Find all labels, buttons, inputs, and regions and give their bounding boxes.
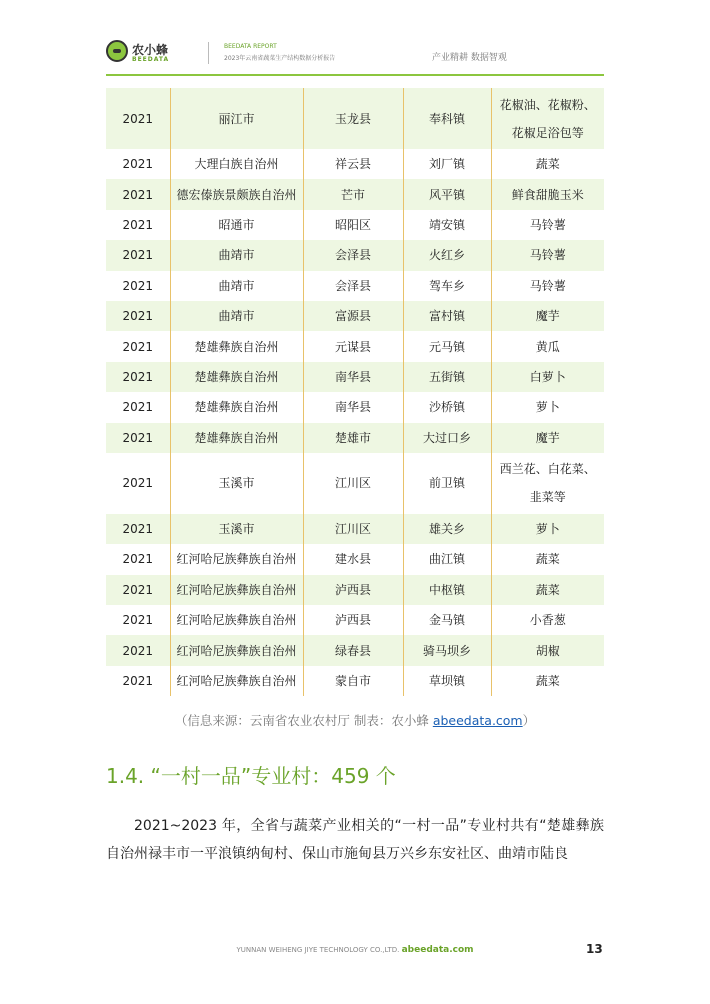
product-line: 西兰花、白花菜、 — [499, 462, 596, 477]
city-cell: 红河哈尼族彝族自治州 — [170, 575, 303, 605]
year-cell: 2021 — [106, 271, 170, 301]
town-cell: 风平镇 — [403, 179, 491, 209]
city-cell: 楚雄彝族自治州 — [170, 362, 303, 392]
town-cell: 曲江镇 — [403, 544, 491, 574]
year-cell: 2021 — [106, 605, 170, 635]
table-row — [106, 575, 604, 605]
town-cell: 大过口乡 — [403, 423, 491, 453]
city-cell: 曲靖市 — [170, 240, 303, 270]
footer-company: YUNNAN WEIHENG JIYE TECHNOLOGY CO.,LTD. — [236, 946, 400, 954]
county-cell: 蒙自市 — [303, 666, 403, 696]
product-cell — [491, 301, 604, 331]
header-divider — [208, 42, 209, 64]
year-cell: 2021 — [106, 240, 170, 270]
year-cell: 2021 — [106, 544, 170, 574]
city-cell: 丽江市 — [170, 88, 303, 149]
town-cell: 刘厂镇 — [403, 149, 491, 179]
product-line: 蔬菜 — [535, 582, 560, 597]
year-cell: 2021 — [106, 331, 170, 361]
town-cell: 草坝镇 — [403, 666, 491, 696]
product-line: 白萝卜 — [529, 369, 566, 384]
county-cell: 元谋县 — [303, 331, 403, 361]
table-row — [106, 331, 604, 361]
product-line: 花椒油、花椒粉、 — [499, 97, 596, 112]
county-cell: 会泽县 — [303, 240, 403, 270]
county-cell: 建水县 — [303, 544, 403, 574]
town-cell: 中枢镇 — [403, 575, 491, 605]
product-cell — [491, 635, 604, 665]
year-cell: 2021 — [106, 301, 170, 331]
product-line: 蔬菜 — [535, 552, 560, 567]
town-cell: 富村镇 — [403, 301, 491, 331]
report-title: 2023年云南省蔬菜生产结构数据分析报告 — [224, 55, 336, 62]
brand-logo — [106, 40, 176, 70]
city-cell: 玉溪市 — [170, 514, 303, 544]
product-cell — [491, 605, 604, 635]
product-line: 韭菜等 — [529, 490, 566, 505]
town-cell: 元马镇 — [403, 331, 491, 361]
product-cell — [491, 544, 604, 574]
year-cell: 2021 — [106, 88, 170, 149]
table-row — [106, 666, 604, 696]
product-line: 马铃薯 — [529, 248, 566, 263]
county-cell: 昭阳区 — [303, 210, 403, 240]
county-cell: 泸西县 — [303, 605, 403, 635]
product-cell — [491, 331, 604, 361]
table-row — [106, 179, 604, 209]
town-cell: 前卫镇 — [403, 453, 491, 514]
product-line: 鲜食甜脆玉米 — [511, 187, 584, 202]
product-cell — [491, 666, 604, 696]
product-cell — [491, 423, 604, 453]
logo-subtitle: BEEDATA — [132, 56, 170, 63]
table-row — [106, 88, 604, 149]
table-row — [106, 149, 604, 179]
product-cell — [491, 88, 604, 149]
source-close: ） — [522, 713, 536, 728]
product-cell — [491, 271, 604, 301]
year-cell: 2021 — [106, 453, 170, 514]
year-cell: 2021 — [106, 423, 170, 453]
report-label-en: BEEDATA REPORT — [224, 43, 277, 50]
table-row — [106, 605, 604, 635]
table-row — [106, 544, 604, 574]
city-cell: 德宏傣族景颇族自治州 — [170, 179, 303, 209]
table-row — [106, 392, 604, 422]
product-line: 马铃薯 — [529, 217, 566, 232]
county-cell: 芒市 — [303, 179, 403, 209]
city-cell: 曲靖市 — [170, 301, 303, 331]
product-line: 小香葱 — [529, 613, 566, 628]
product-cell — [491, 514, 604, 544]
table-row — [106, 635, 604, 665]
county-cell: 江川区 — [303, 514, 403, 544]
product-line: 黄瓜 — [535, 339, 560, 354]
town-cell: 奉科镇 — [403, 88, 491, 149]
county-cell: 绿春县 — [303, 635, 403, 665]
year-cell: 2021 — [106, 635, 170, 665]
county-cell: 江川区 — [303, 453, 403, 514]
product-line: 胡椒 — [535, 643, 560, 658]
year-cell: 2021 — [106, 149, 170, 179]
year-cell: 2021 — [106, 362, 170, 392]
page-header — [0, 0, 710, 80]
town-cell: 驾车乡 — [403, 271, 491, 301]
city-cell: 红河哈尼族彝族自治州 — [170, 666, 303, 696]
county-cell: 祥云县 — [303, 149, 403, 179]
town-cell: 沙桥镇 — [403, 392, 491, 422]
product-cell — [491, 362, 604, 392]
section-heading: 1.4. “一村一品”专业村：459 个 — [106, 764, 396, 788]
source-link[interactable]: abeedata.com — [432, 713, 523, 728]
city-cell: 玉溪市 — [170, 453, 303, 514]
city-cell: 红河哈尼族彝族自治州 — [170, 635, 303, 665]
page-footer — [0, 945, 710, 955]
town-cell: 骑马坝乡 — [403, 635, 491, 665]
product-line: 蔬菜 — [535, 674, 560, 689]
county-cell: 富源县 — [303, 301, 403, 331]
table-row — [106, 271, 604, 301]
product-cell — [491, 453, 604, 514]
year-cell: 2021 — [106, 392, 170, 422]
product-line: 魔芋 — [535, 309, 560, 324]
table-row — [106, 362, 604, 392]
source-text: （信息来源：云南省农业农村厅 制表：农小蜂 — [174, 713, 433, 728]
city-cell: 楚雄彝族自治州 — [170, 423, 303, 453]
page-number: 13 — [586, 942, 603, 956]
town-cell: 金马镇 — [403, 605, 491, 635]
product-line: 魔芋 — [535, 430, 560, 445]
product-line: 蔬菜 — [535, 157, 560, 172]
city-cell: 红河哈尼族彝族自治州 — [170, 544, 303, 574]
year-cell: 2021 — [106, 514, 170, 544]
table-row — [106, 301, 604, 331]
product-line: 萝卜 — [535, 522, 560, 537]
town-cell: 五街镇 — [403, 362, 491, 392]
city-cell: 曲靖市 — [170, 271, 303, 301]
table-row — [106, 210, 604, 240]
city-cell: 楚雄彝族自治州 — [170, 331, 303, 361]
bee-icon — [106, 40, 128, 62]
county-cell: 玉龙县 — [303, 88, 403, 149]
product-line: 萝卜 — [535, 400, 560, 415]
county-cell: 南华县 — [303, 362, 403, 392]
city-cell: 红河哈尼族彝族自治州 — [170, 605, 303, 635]
town-cell: 靖安镇 — [403, 210, 491, 240]
year-cell: 2021 — [106, 666, 170, 696]
product-cell — [491, 240, 604, 270]
footer-site[interactable]: abeedata.com — [401, 945, 474, 955]
body-paragraph: 2021~2023 年，全省与蔬菜产业相关的“一村一品”专业村共有“楚雄彝族自治州禄丰市一平浪镇纳甸村、保山市施甸县万兴乡东安社区、曲靖市陆良 — [106, 818, 604, 862]
town-cell: 火红乡 — [403, 240, 491, 270]
logo-name: 农小蜂 — [132, 43, 169, 57]
product-cell — [491, 179, 604, 209]
product-cell — [491, 575, 604, 605]
city-cell: 楚雄彝族自治州 — [170, 392, 303, 422]
product-cell — [491, 392, 604, 422]
county-cell: 会泽县 — [303, 271, 403, 301]
product-cell — [491, 149, 604, 179]
table-row — [106, 423, 604, 453]
header-slogan: 产业精耕 数据智观 — [432, 53, 507, 63]
county-cell: 楚雄市 — [303, 423, 403, 453]
table-body — [106, 88, 604, 696]
table-row — [106, 453, 604, 514]
village-table — [106, 88, 604, 696]
table-source-note — [0, 711, 710, 729]
header-rule — [106, 74, 604, 76]
product-line: 马铃薯 — [529, 278, 566, 293]
year-cell: 2021 — [106, 179, 170, 209]
table-row — [106, 514, 604, 544]
table-row — [106, 240, 604, 270]
product-line: 花椒足浴包等 — [511, 125, 584, 140]
year-cell: 2021 — [106, 210, 170, 240]
year-cell: 2021 — [106, 575, 170, 605]
city-cell: 大理白族自治州 — [170, 149, 303, 179]
town-cell: 雄关乡 — [403, 514, 491, 544]
city-cell: 昭通市 — [170, 210, 303, 240]
product-cell — [491, 210, 604, 240]
county-cell: 南华县 — [303, 392, 403, 422]
county-cell: 泸西县 — [303, 575, 403, 605]
